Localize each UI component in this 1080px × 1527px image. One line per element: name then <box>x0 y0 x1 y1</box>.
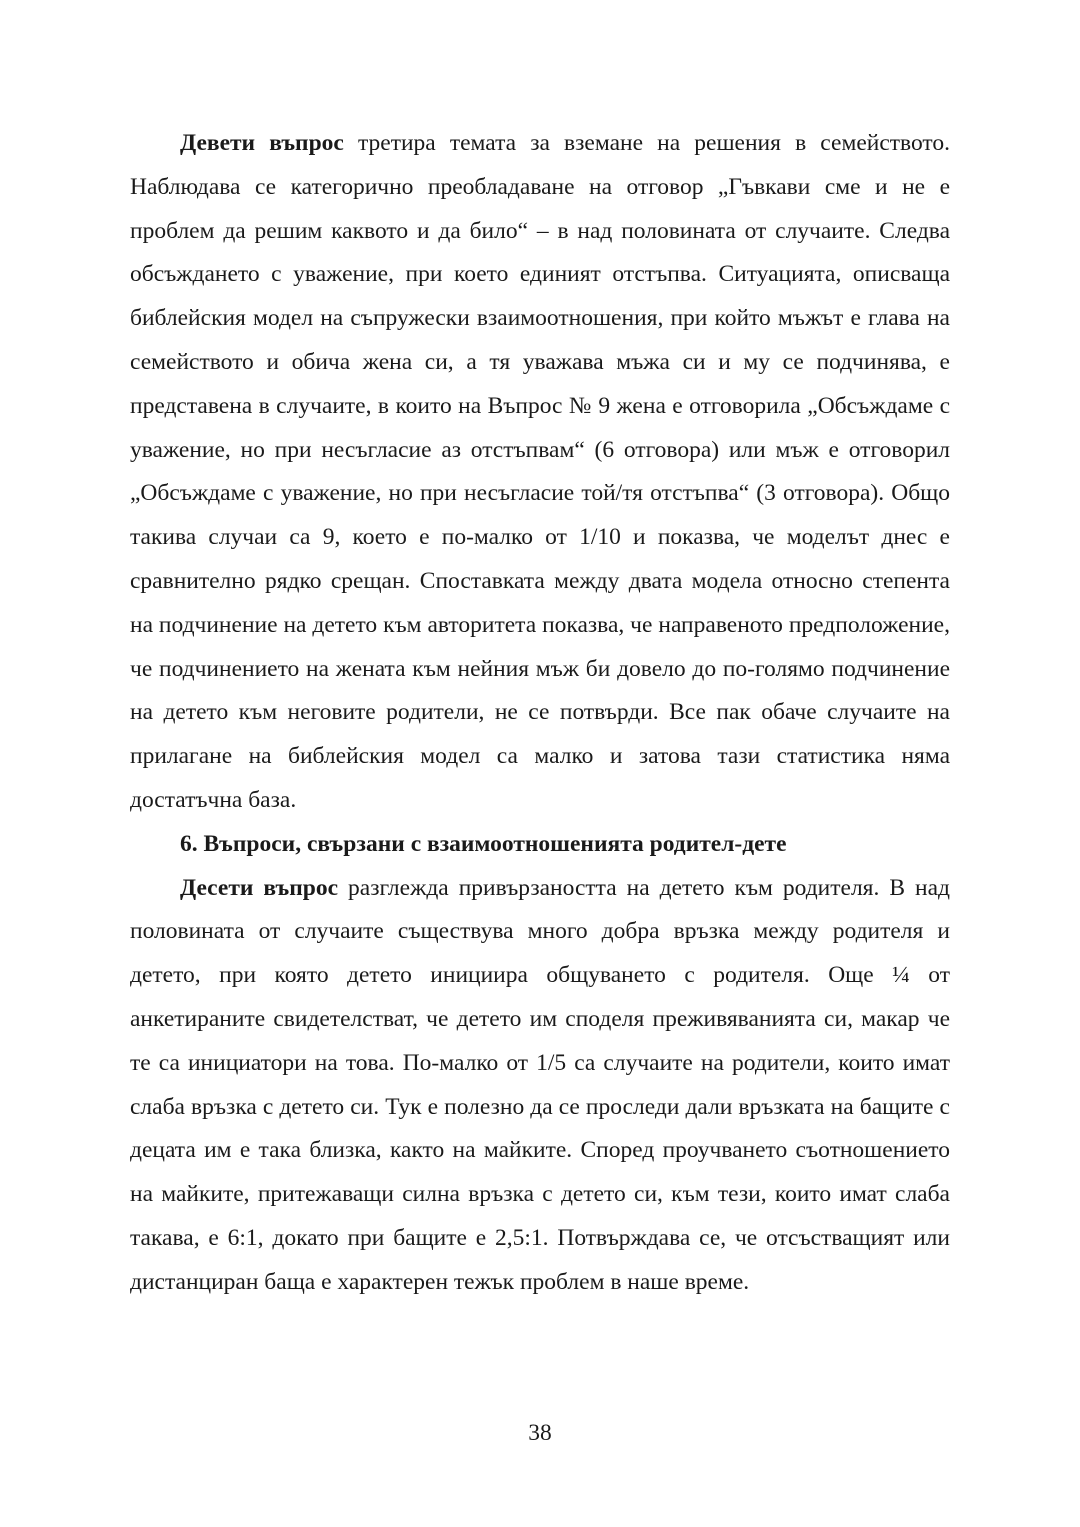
body-text <box>130 122 950 1305</box>
section-heading: 6. Въпроси, свързани с взаимоотношенията родител-дете <box>180 830 787 857</box>
page-number: 38 <box>528 1420 552 1446</box>
paragraph-question-ten <box>130 867 950 1305</box>
paragraph-lead: Девети въпрос <box>180 130 344 156</box>
paragraph-text: третира темата за вземане на решения в семейството. Наблюдава се категорично преобладаване на отговор „Гъвкави сме и не е проблем да решим каквото и да било“ – в над половината от случаите. Следва обсъждането с уважение, при което единият отстъпва. Ситуацията, описваща библейския модел на съпружески взаимоотношения, при който мъжът е глава на семейството и обича жена си, а тя уважава мъжа си и му се подчинява, е представена в случаите, в които на Въпрос № 9 жена е отговорила „Обсъждаме с уважение, но при несъгласие аз отстъпвам“ (6 отговора) или мъж е отговорил „Обсъждаме с уважение, но при несъгласие той/тя отстъпва“ (3 отговора). Общо такива случаи са 9, което е по-малко от 1/10 и показва, че моделът днес е сравнително рядко срещан. Споставката между двата модела относно степента на подчинение на детето към авторитета показва, че направеното предположение, че подчинението на жената към нейния мъж би довело до по-голямо подчинение на детето към неговите родители, не се потвърди. Все пак обаче случаите на прилагане на библейския модел са малко и затова тази статистика няма достатъчна база. <box>130 130 950 813</box>
paragraph-question-nine <box>130 122 950 823</box>
paragraph-lead: Десети въпрос <box>180 874 339 901</box>
paragraph-text: разглежда привързаността на детето към родителя. В над половината от случаите съществува много добра връзка между родителя и детето, при която детето инициира общуването с родителя. Още ¼ от анкетираните свидетелстват, че детето им споделя преживяванията си, макар че те са инициатори на това. По-малко от 1/5 са случаите на родители, които имат слаба връзка с детето си. Тук е полезно да се проследи дали връзката на бащите с децата им е така близка, както на майките. Според проучването съотношението на майките, притежаващи силна връзка с детето си, към тези, които имат слаба такава, е 6:1, докато при бащите е 2,5:1. Потвърждава се, че отсъстващият или дистанциран баща е характерен тежък проблем в наше време. <box>130 874 951 1295</box>
